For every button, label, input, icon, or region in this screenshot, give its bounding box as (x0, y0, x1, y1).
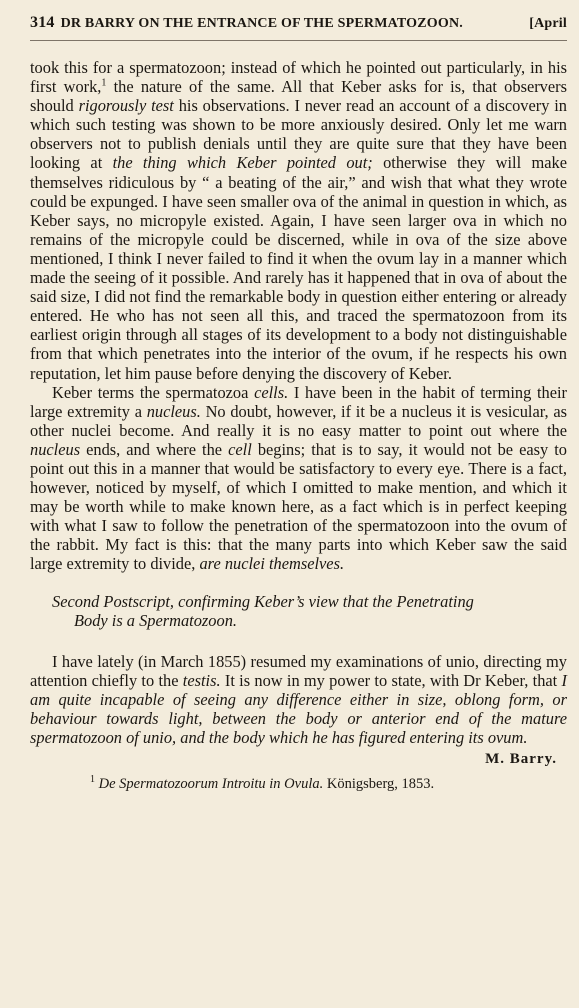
text-run: took this for a spermatozoon; instead of which he pointed out particularly, in his first work, (30, 58, 567, 97)
article-body (30, 58, 567, 793)
second-postscript-heading (52, 592, 567, 630)
text-run: begins; that is to say, it would not be easy to point out this in a manner that would be satisfactory to every eye. There is a fact, however, noticed by myself, of which I omitted to make mention, and which it may be worth while to make known here, as a fact which is in perfect keeping with what I saw to follow the penetration of the spermatozoon into the ovum of the rabbit. My fact is this: that the many parts into which Keber saw the said large extremity to divide, (30, 439, 567, 574)
author-signature: M. Barry. (485, 751, 557, 768)
text-run: It is now in my power to state, with Dr Keber, that (220, 670, 562, 690)
footnote-ref: 1 (101, 77, 107, 89)
footnote-marker: 1 (90, 774, 95, 786)
page-number: 314 (30, 14, 55, 31)
footnote-rest: Königsberg, 1853. (326, 776, 435, 793)
italic-run: I am quite incapable of seeing any difference either in size, oblong form, or behaviour towards light, between the body or anterior end of the mature spermatozoon of unio, and the body which he has figured entering its ovum. (30, 670, 567, 748)
italic-run: testis. (182, 670, 221, 690)
running-head-title: DR BARRY ON THE ENTRANCE OF THE SPERMATOZOON. (60, 16, 463, 31)
italic-run: nucleus (30, 439, 81, 459)
text-run: I have been in the habit of terming their large extremity a (30, 382, 567, 421)
text-run: his observations. I never read an account of a discovery in which such testing was shown to be more anxiously desired. Only let me warn observers not to publish denials until they are quite sure that they have been looking at (30, 96, 568, 173)
text-run: No doubt, however, if it be a nucleus it is vesicular, as other nuclei become. And really it is no easy matter to point out where the (30, 401, 567, 440)
italic-run: cells. (254, 382, 289, 402)
italic-run: rigorously test (78, 96, 174, 116)
running-head-month: [April (529, 16, 567, 31)
postscript-line-2: Body is a Spermatozoon. (74, 610, 237, 630)
italic-run: are nuclei themselves. (199, 554, 345, 574)
italic-run: the thing which Keber pointed out; (112, 153, 373, 173)
text-run: Keber terms the spermatozoa (52, 382, 255, 402)
italic-run: nucleus. (146, 401, 201, 421)
paragraph-3 (30, 652, 567, 747)
running-header (30, 14, 567, 41)
postscript-line-1: Second Postscript, confirming Keber’s view that the Penetrating (52, 591, 474, 611)
footnote-title: De Spermatozoorum Introitu in Ovula. (98, 776, 324, 793)
text-run: ends, and where the (80, 439, 229, 459)
italic-run: cell (228, 439, 252, 459)
text-run: otherwise they will make themselves ridiculous by “ a beating of the air,” and wish that what they wrote could be expunged. I have seen smaller ova of the animal in question in which, as Keber says, no micropyle existed. Again, I have seen larger ova in which no remains of the micropyle could be discerned, while in ova of the size above mentioned, I think I never failed to find it when the ovum lay in a manner which made the seeing of it possible. And rarely has it happened that in ova of about the said size, I did not find the remarkable body in question either entering or already entered. He who has not seen all this, and traced the spermatozoon from its earliest origin through all stages of its development to a body not distinguishable from that which penetrates into the interior of the ovum, if he respects his own reputation, let him pause before denying the discovery of Keber. (30, 153, 567, 383)
text-run: I have lately (in March 1855) resumed my examinations of unio, directing my attention chiefly to the (30, 651, 567, 690)
text-run: the nature of the same. All that Keber asks for is, that observers should (30, 77, 567, 116)
paragraph-2 (30, 383, 567, 574)
paragraph-1 (30, 58, 567, 383)
footnote (30, 776, 567, 793)
